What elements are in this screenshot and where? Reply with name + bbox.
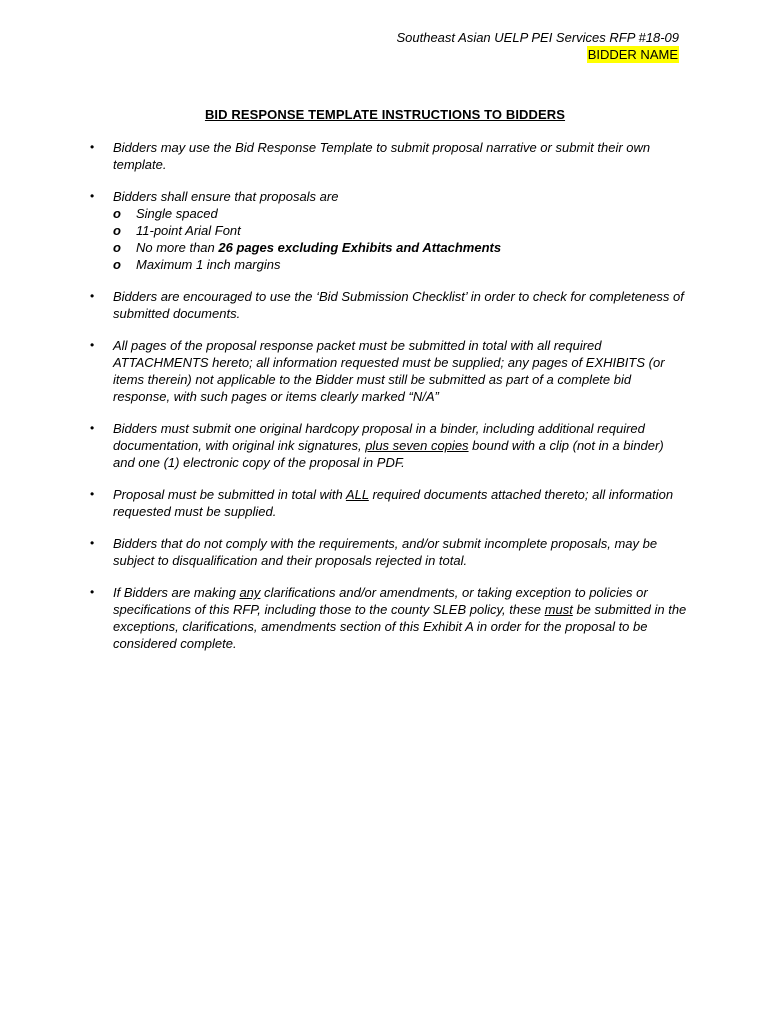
bullet-icon: • [90, 338, 95, 352]
sub-item-text: 11-point Arial Font [136, 223, 241, 238]
list-item [88, 139, 688, 173]
bullet-icon: • [90, 140, 95, 154]
bullet-icon: • [90, 536, 95, 550]
bullet-icon: • [90, 421, 95, 435]
list-item [88, 584, 688, 652]
sub-list [113, 205, 688, 273]
sub-item-text: Single spaced [136, 206, 218, 221]
sub-list-item [113, 222, 688, 239]
sub-bullet-icon: o [113, 223, 121, 238]
item-text: clarifications and/or amendments, or taking exception to policies or specifications of this RFP, including those to the county SLEB policy, these [113, 585, 648, 617]
page-header [396, 29, 679, 63]
sub-list-item [113, 239, 688, 256]
item-text: Proposal must be submitted in total with [113, 487, 346, 502]
underlined-text: ALL [345, 487, 369, 502]
sub-list-item [113, 205, 688, 222]
document-title: BID RESPONSE TEMPLATE INSTRUCTIONS TO BIDDERS [204, 107, 566, 122]
item-text: bound with a clip (not in a binder) and one (1) electronic copy of the proposal in PDF. [113, 438, 664, 470]
underlined-text: any [239, 585, 261, 600]
item-text: Bidders are encouraged to use the ‘Bid Submission Checklist’ in order to check for completeness of submitted documents. [113, 289, 684, 321]
sub-bullet-icon: o [113, 257, 121, 272]
page-limit-text: 26 pages excluding Exhibits and Attachments [218, 240, 502, 255]
item-text: Bidders may use the Bid Response Template to submit proposal narrative or submit their own template. [113, 140, 651, 172]
bullet-icon: • [90, 289, 95, 303]
bullet-icon: • [90, 189, 95, 203]
sub-bullet-icon: o [113, 206, 121, 221]
sub-list-item [113, 256, 688, 273]
underlined-text: plus seven copies [365, 438, 469, 453]
item-text: Bidders must submit one original hardcopy proposal in a binder, including additional required documentation, with original ink signatures, [113, 421, 645, 453]
list-item [88, 188, 688, 273]
bullet-icon: • [90, 585, 95, 599]
sub-item-text: Maximum 1 inch margins [136, 257, 281, 272]
item-text: If Bidders are making [113, 585, 240, 600]
list-item [88, 420, 688, 471]
item-text: be submitted in the exceptions, clarifications, amendments section of this Exhibit A in order for the proposal to be considered complete. [113, 602, 687, 651]
list-item [88, 486, 688, 520]
sub-item-text: No more than [136, 240, 219, 255]
list-item [88, 535, 688, 569]
item-text: required documents attached thereto; all information requested must be supplied. [113, 487, 674, 519]
sub-bullet-icon: o [113, 240, 121, 255]
item-text: All pages of the proposal response packet must be submitted in total with all required ATTACHMENTS hereto; all information requested must be supplied; any pages of EXHIBITS (or items therein) not applicable to the Bidder must still be submitted as part of a complete bid response, with such pages or items clearly marked “N/A” [113, 338, 665, 404]
instructions-list [88, 139, 688, 667]
list-item [88, 337, 688, 405]
list-item [88, 288, 688, 322]
item-text: Bidders that do not comply with the requirements, and/or submit incomplete proposals, may be subject to disqualification and their proposals rejected in total. [113, 536, 658, 568]
underlined-text: must [544, 602, 573, 617]
bullet-icon: • [90, 487, 95, 501]
bidder-name-highlight: BIDDER NAME [587, 47, 678, 62]
rfp-title: Southeast Asian UELP PEI Services RFP #18-09 [396, 30, 679, 45]
item-text: Bidders shall ensure that proposals are [113, 189, 339, 204]
